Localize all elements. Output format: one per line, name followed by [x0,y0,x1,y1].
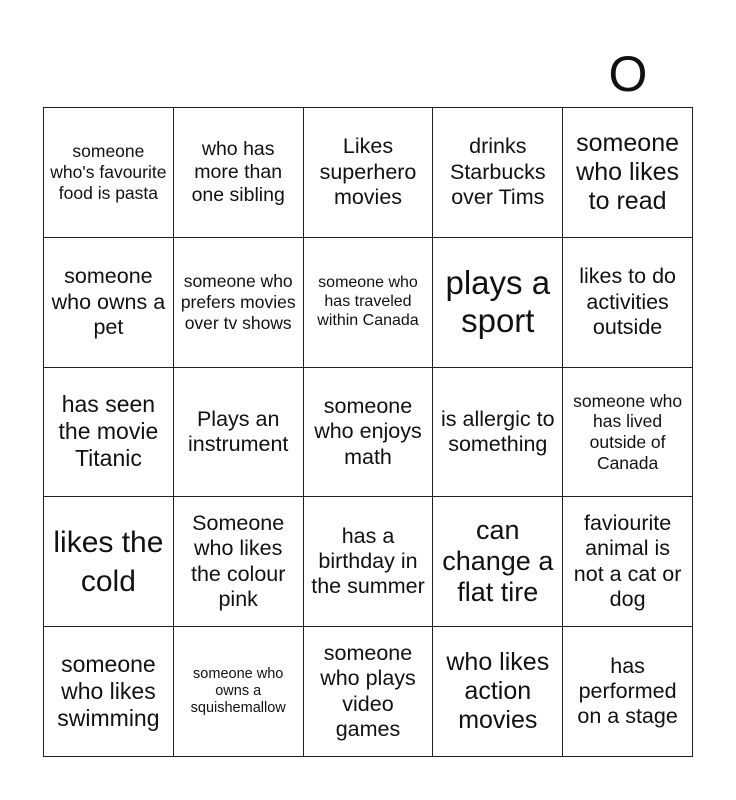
bingo-cell-text: someone who has traveled within Canada [317,273,419,329]
bingo-cell-r1c3[interactable] [304,108,434,238]
bingo-cell-text: Plays an instrument [188,406,289,456]
bingo-cell-r5c1[interactable] [44,627,174,757]
bingo-cell-text: has performed on a stage [577,653,678,729]
bingo-cell-r2c1[interactable] [44,238,174,368]
bingo-cell-r4c1[interactable] [44,497,174,627]
bingo-cell-r5c2[interactable] [174,627,304,757]
bingo-cell-text: is allergic to something [441,406,555,456]
header-letter-b [43,46,173,102]
bingo-cell-r2c3[interactable] [304,238,434,368]
bingo-cell-text: someone who likes to read [576,128,680,215]
bingo-cell-r3c5[interactable] [563,368,693,498]
header-letter-n [303,46,433,102]
bingo-cell-text: drinks Starbucks over Tims [449,134,546,210]
bingo-cell-r3c4[interactable] [433,368,563,498]
bingo-cell-text: likes to do activities outside [579,264,676,339]
bingo-cell-text: plays a sport [445,264,551,340]
bingo-cell-text: someone who's favourite food is pasta [50,141,167,203]
bingo-cell-text: has seen the movie Titanic [58,391,159,472]
bingo-cell-r3c2[interactable] [174,368,304,498]
bingo-cell-r4c2[interactable] [174,497,304,627]
bingo-cell-text: faviourite animal is not a cat or dog [573,511,682,612]
bingo-cell-r1c5[interactable] [563,108,693,238]
header-letter-i [173,46,303,102]
bingo-cell-text: who likes action movies [446,648,550,735]
bingo-cell-text: Likes superhero movies [319,134,417,210]
bingo-cell-text: Someone who likes the colour pink [190,511,286,612]
bingo-cell-text: someone who prefers movies over tv shows [180,271,296,333]
bingo-cell-r2c5[interactable] [563,238,693,368]
header-letter-o: O [608,46,648,102]
bingo-cell-r5c5[interactable] [563,627,693,757]
bingo-board [43,107,693,757]
bingo-cell-r4c3[interactable] [304,497,434,627]
bingo-cell-text: someone who owns a squishemallow [190,665,286,717]
bingo-cell-text: someone who owns a pet [51,264,166,339]
bingo-cell-text: who has more than one sibling [191,137,285,206]
bingo-cell-r4c4[interactable] [433,497,563,627]
bingo-cell-r5c4[interactable] [433,627,563,757]
bingo-cell-r2c2[interactable] [174,238,304,368]
bingo-cell-r1c4[interactable] [433,108,563,238]
bingo-cell-r1c2[interactable] [174,108,304,238]
bingo-cell-r3c1[interactable] [44,368,174,498]
bingo-cell-r5c3[interactable] [304,627,434,757]
header-letter-g [433,46,563,102]
bingo-cell-text: has a birthday in the summer [311,523,425,599]
bingo-cell-text: someone who plays video games [320,640,416,741]
bingo-cell-r2c4[interactable] [433,238,563,368]
bingo-cell-text: someone who has lived outside of Canada [573,390,683,473]
bingo-cell-text: likes the cold [53,525,164,598]
bingo-cell-r4c5[interactable] [563,497,693,627]
bingo-cell-text: can change a flat tire [442,515,554,608]
bingo-cell-r3c3[interactable] [304,368,434,498]
bingo-cell-text: someone who likes swimming [57,650,160,732]
bingo-cell-text: someone who enjoys math [314,393,422,469]
bingo-cell-r1c1[interactable] [44,108,174,238]
